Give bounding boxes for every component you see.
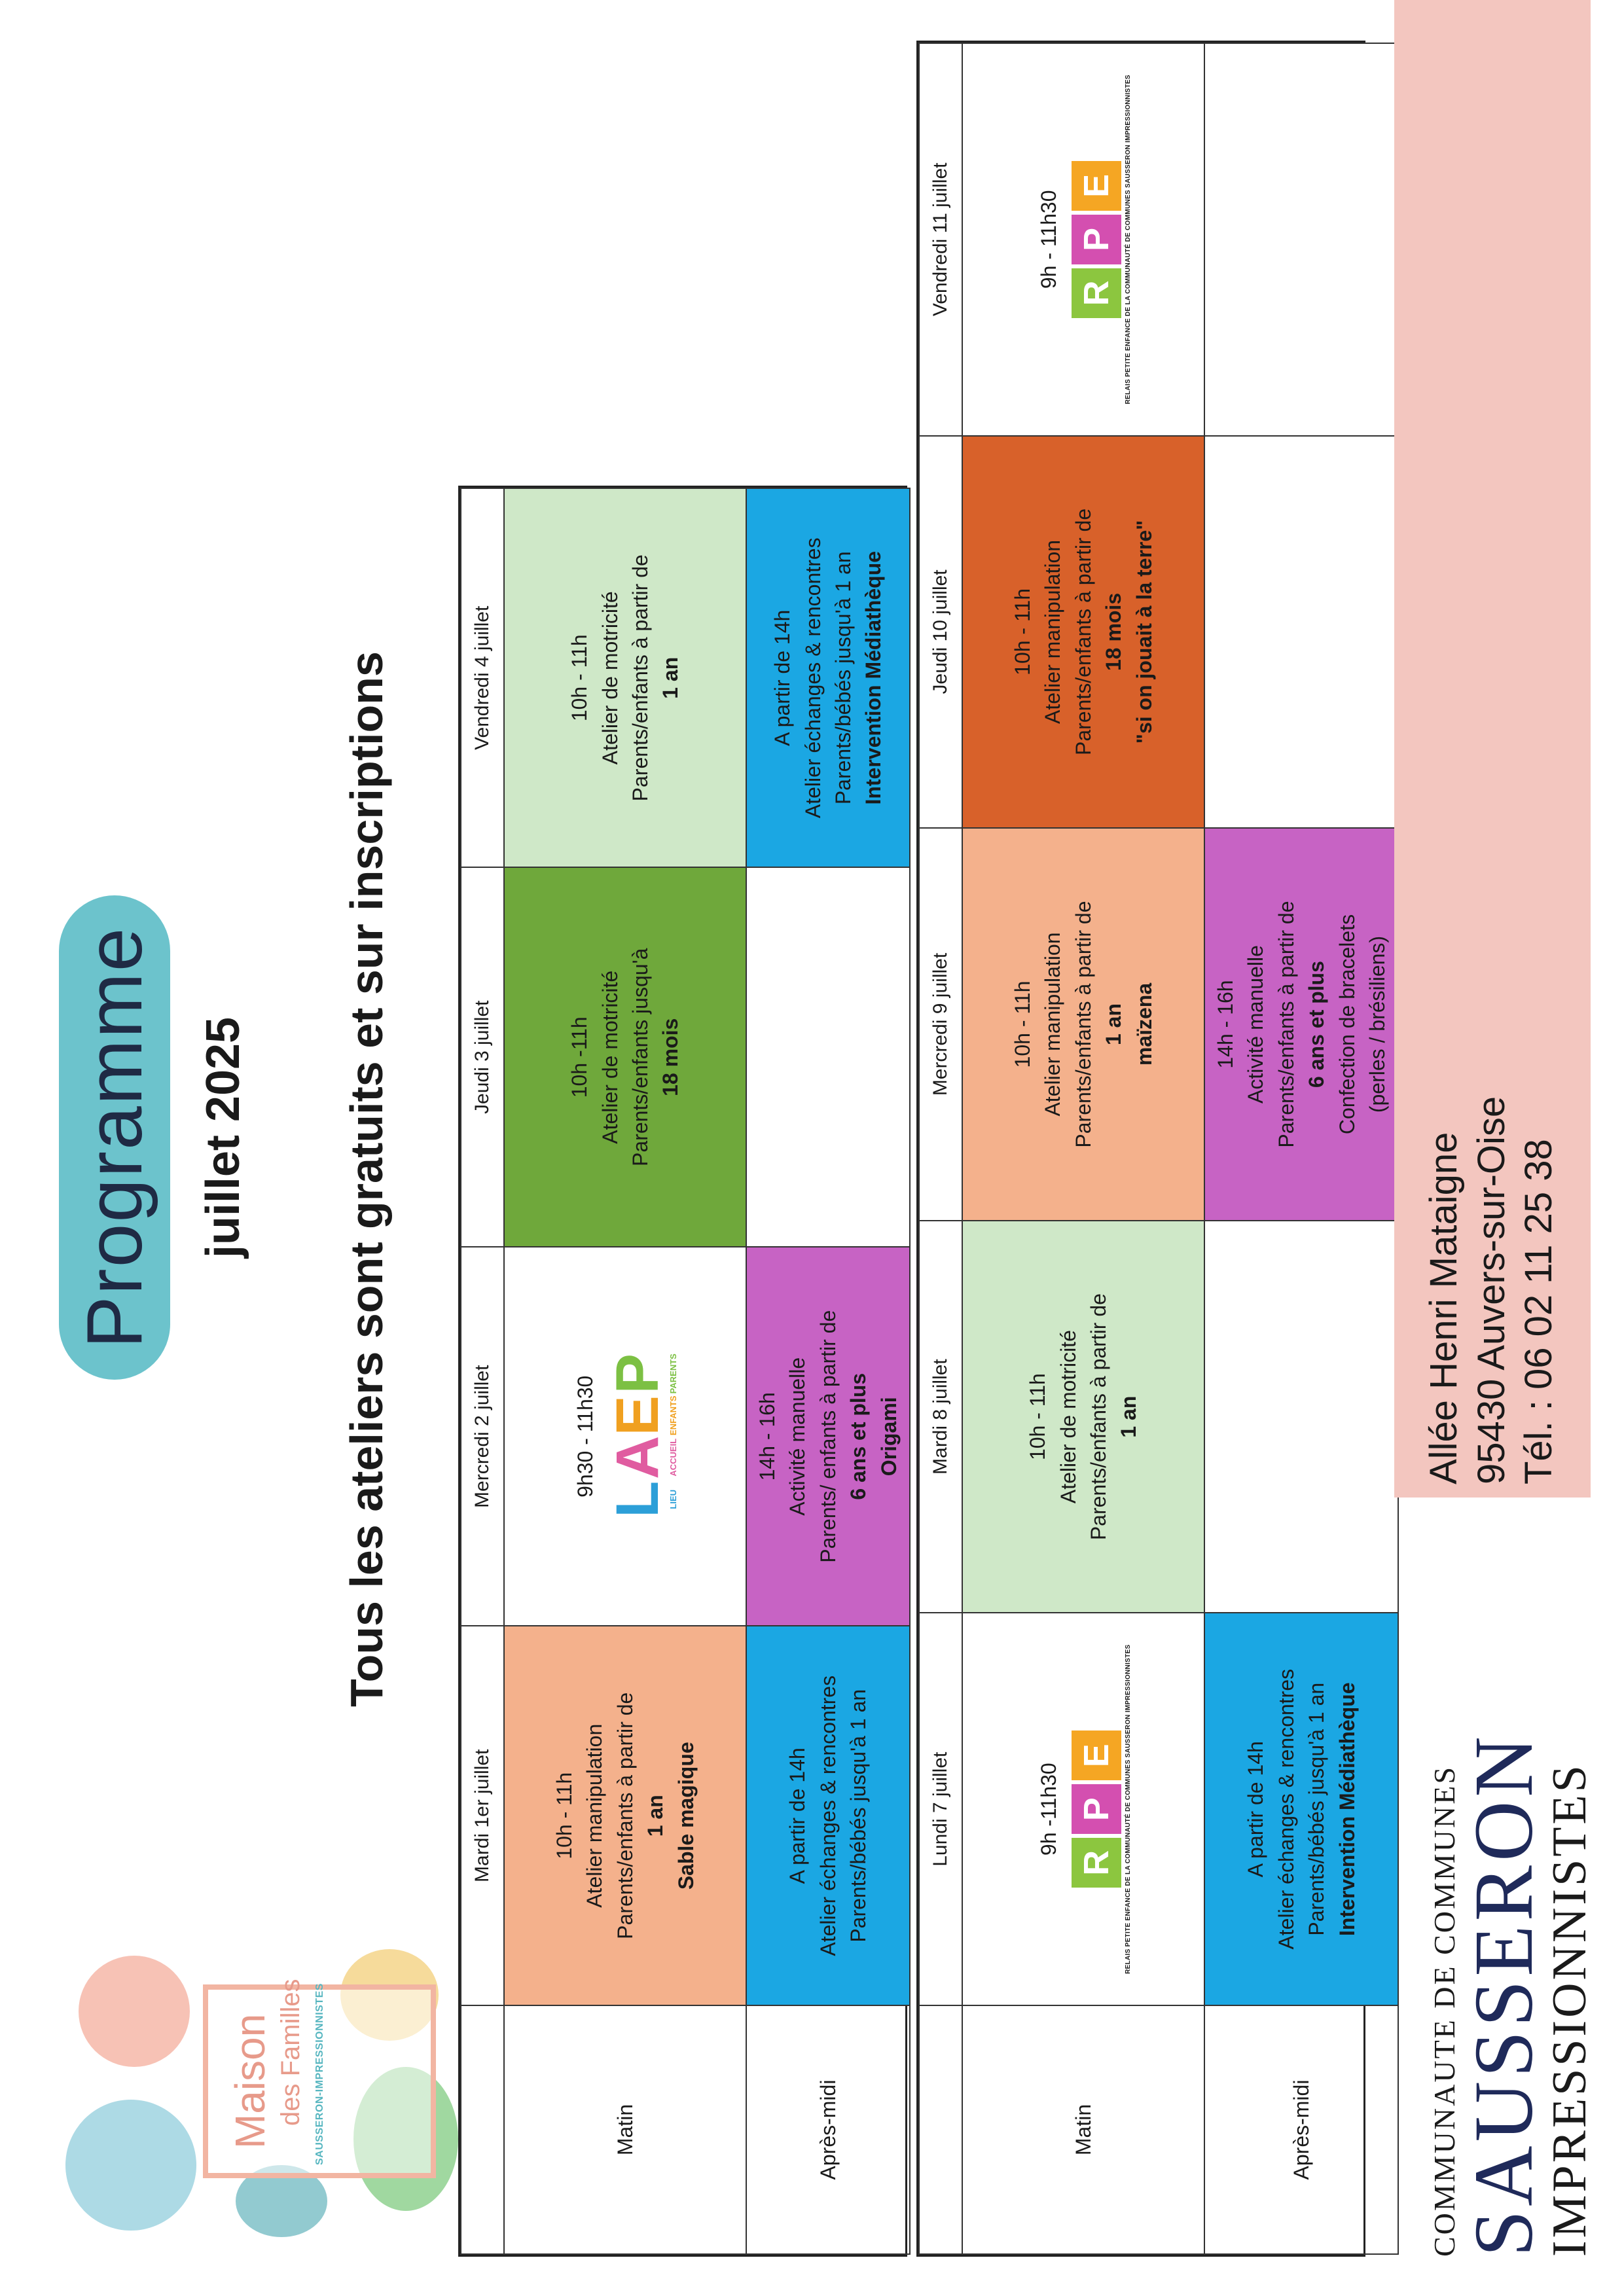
activity-audience: Parents/enfants à partir de: [628, 554, 652, 802]
rpe-logo: [1072, 1645, 1134, 1974]
activity-time: A partir de 14h: [770, 609, 795, 746]
activity-cell: [1204, 828, 1398, 1221]
activity-theme: Confection de bracelets: [1335, 914, 1359, 1135]
logo-maison-text: Maison: [226, 2013, 274, 2149]
row-label-apres-midi: Après-midi: [746, 2005, 910, 2254]
activity-cell: [962, 1221, 1204, 1613]
activity-cell: [962, 436, 1204, 829]
activity-age: 18 mois: [1102, 592, 1126, 672]
logo-subtitle: SAUSSERON-IMPRESSIONNISTES: [314, 1983, 325, 2165]
activity-title: Atelier échanges & rencontres: [816, 1675, 840, 1956]
address-block: [1394, 0, 1591, 1498]
activity-audience: Parents/enfants à partir de: [613, 1692, 637, 1939]
week1-table: [458, 486, 907, 2257]
activity-cell: [962, 43, 1204, 436]
day-header: Jeudi 10 juillet: [919, 436, 962, 829]
empty-cell: [1204, 43, 1398, 436]
activity-age: 1 an: [643, 1795, 668, 1837]
empty-cell: [1204, 1221, 1398, 1613]
activity-audience: Parents/enfants à partir de: [1071, 901, 1095, 1148]
day-header: Mardi 8 juillet: [919, 1221, 962, 1613]
day-header: Jeudi 3 juillet: [461, 868, 504, 1247]
activity-age: 18 mois: [659, 1018, 683, 1096]
activity-title: Atelier manipulation: [583, 1723, 607, 1908]
laep-letter: P: [604, 1354, 671, 1394]
rpe-letter: R: [1072, 1838, 1121, 1888]
title-pill: [59, 895, 170, 1380]
activity-time: 9h30 - 11h30: [573, 1375, 598, 1498]
empty-cell: [746, 868, 910, 1247]
row-label-apres-midi: Après-midi: [1204, 2005, 1398, 2254]
day-header: Vendredi 11 juillet: [919, 43, 962, 436]
logo-familles-text: des Familles: [276, 1979, 305, 2126]
activity-cell: [962, 1613, 1204, 2005]
activity-title: Atelier échanges & rencontres: [801, 537, 825, 819]
rpe-caption: RELAIS PETITE ENFANCE DE LA COMMUNAUTÉ DE COMMUNES SAUSSERON IMPRESSIONNISTES: [1124, 75, 1132, 404]
activity-age: 1 an: [659, 656, 683, 699]
activity-audience: Parents/enfants jusqu'à: [628, 948, 652, 1166]
activity-audience: Parents/bébés jusqu'à 1 an: [831, 551, 855, 805]
laep-logo: [604, 1354, 680, 1518]
activity-cell: [504, 488, 746, 868]
activity-audience: Parents/enfants à partir de: [1071, 508, 1095, 755]
communaute-communes-logo: [1427, 1537, 1610, 2257]
activity-note: Intervention Médiathèque: [861, 550, 886, 805]
cc-line2: SAUSSERON: [1457, 1732, 1550, 2257]
activity-title: Atelier de motricité: [598, 591, 622, 765]
activity-age: 6 ans et plus: [846, 1372, 871, 1500]
laep-word: LIEU: [668, 1489, 678, 1509]
rpe-letter: P: [1072, 215, 1121, 264]
headline: Tous les ateliers sont gratuits et sur inscriptions: [341, 651, 392, 1707]
leaf-decoration-icon: [65, 2100, 196, 2231]
rpe-letter: P: [1072, 1784, 1121, 1834]
activity-title: Activité manuelle: [785, 1357, 810, 1516]
row-label-matin: Matin: [504, 2005, 746, 2254]
rpe-caption: RELAIS PETITE ENFANCE DE LA COMMUNAUTÉ DE COMMUNES SAUSSERON IMPRESSIONNISTES: [1124, 1644, 1132, 1974]
activity-theme: Origami: [876, 1397, 901, 1477]
activity-age: 1 an: [1117, 1395, 1141, 1438]
activity-age: 1 an: [1102, 1003, 1126, 1046]
day-header: Vendredi 4 juillet: [461, 488, 504, 868]
laep-word: ENFANTS: [668, 1395, 678, 1436]
activity-time: 10h - 11h: [568, 634, 592, 722]
cc-line3: IMPRESSIONNISTES: [1543, 1763, 1597, 2257]
activity-audience: Parents/enfants à partir de: [1087, 1293, 1110, 1541]
activity-audience: Parents/bébés jusqu'à 1 an: [846, 1689, 871, 1943]
day-header: Mercredi 9 juillet: [919, 828, 962, 1221]
laep-letter: E: [604, 1395, 671, 1436]
day-header: Mardi 1er juillet: [461, 1626, 504, 2006]
cc-line1: COMMUNAUTE DE COMMUNES: [1428, 1765, 1461, 2257]
maison-des-familles-logo: [39, 1949, 458, 2237]
activity-theme: maïzena: [1132, 982, 1156, 1066]
activity-title: Atelier manipulation: [1041, 539, 1065, 724]
activity-theme: Sable magique: [674, 1742, 698, 1890]
activity-theme: "si on jouait à la terre": [1132, 520, 1156, 744]
rpe-letter: E: [1072, 161, 1121, 211]
activity-time: 9h - 11h30: [1036, 190, 1060, 289]
address-street: Allée Henri Mataigne: [1422, 1132, 1465, 1484]
rpe-letter: R: [1072, 268, 1121, 318]
activity-cell: [504, 1247, 746, 1626]
activity-audience: Parents/enfants à partir de: [1274, 901, 1298, 1148]
activity-cell: [962, 828, 1204, 1221]
activity-time: 9h -11h30: [1036, 1763, 1060, 1856]
week2-table: [916, 41, 1389, 2257]
activity-time: 10h - 11h: [552, 1772, 577, 1859]
corner-cell: [461, 2005, 504, 2254]
activity-title: Atelier de motricité: [1056, 1330, 1080, 1504]
laep-letter: L: [604, 1480, 671, 1518]
laep-word: ACCUEIL: [668, 1438, 678, 1477]
address-phone: Tél. : 06 02 11 25 38: [1517, 1139, 1560, 1484]
address-city: 95430 Auvers-sur-Oise: [1470, 1096, 1513, 1484]
activity-age: 6 ans et plus: [1305, 961, 1329, 1088]
activity-title: Activité manuelle: [1244, 945, 1268, 1103]
rpe-letter: E: [1072, 1731, 1121, 1780]
activity-audience: Parents/bébés jusqu'à 1 an: [1305, 1682, 1329, 1936]
page-subtitle: juillet 2025: [197, 1016, 249, 1259]
page-title: Programme: [71, 926, 158, 1349]
corner-cell: [919, 2005, 962, 2254]
rpe-logo: [1072, 75, 1134, 404]
activity-time: 10h - 11h: [1026, 1373, 1050, 1461]
row-label-matin: Matin: [962, 2005, 1204, 2254]
activity-time: 14h - 16h: [1214, 980, 1237, 1069]
activity-time: 14h - 16h: [755, 1392, 779, 1481]
empty-cell: [1204, 436, 1398, 829]
laep-word: PARENTS: [668, 1354, 678, 1394]
activity-time: 10h -11h: [568, 1016, 592, 1098]
activity-cell: [504, 1626, 746, 2006]
activity-title: Atelier échanges & rencontres: [1274, 1668, 1298, 1950]
activity-time: 10h - 11h: [1011, 980, 1035, 1068]
activity-cell: [746, 488, 910, 868]
day-header: Lundi 7 juillet: [919, 1613, 962, 2005]
activity-cell: [1204, 1613, 1398, 2005]
activity-title: Atelier de motricité: [598, 970, 622, 1144]
activity-theme-detail: (perles / brésiliens): [1365, 935, 1389, 1113]
activity-time: A partir de 14h: [1244, 1741, 1268, 1878]
laep-letter: A: [604, 1435, 671, 1479]
activity-cell: [746, 1247, 910, 1626]
activity-cell: [746, 1626, 910, 2006]
day-header: Mercredi 2 juillet: [461, 1247, 504, 1626]
activity-title: Atelier manipulation: [1041, 932, 1065, 1117]
activity-audience: Parents/ enfants à partir de: [816, 1310, 840, 1563]
activity-time: A partir de 14h: [785, 1748, 810, 1884]
activity-time: 10h - 11h: [1011, 588, 1035, 675]
leaf-decoration-icon: [79, 1956, 190, 2067]
activity-cell: [504, 868, 746, 1247]
activity-note: Intervention Médiathèque: [1335, 1682, 1359, 1936]
